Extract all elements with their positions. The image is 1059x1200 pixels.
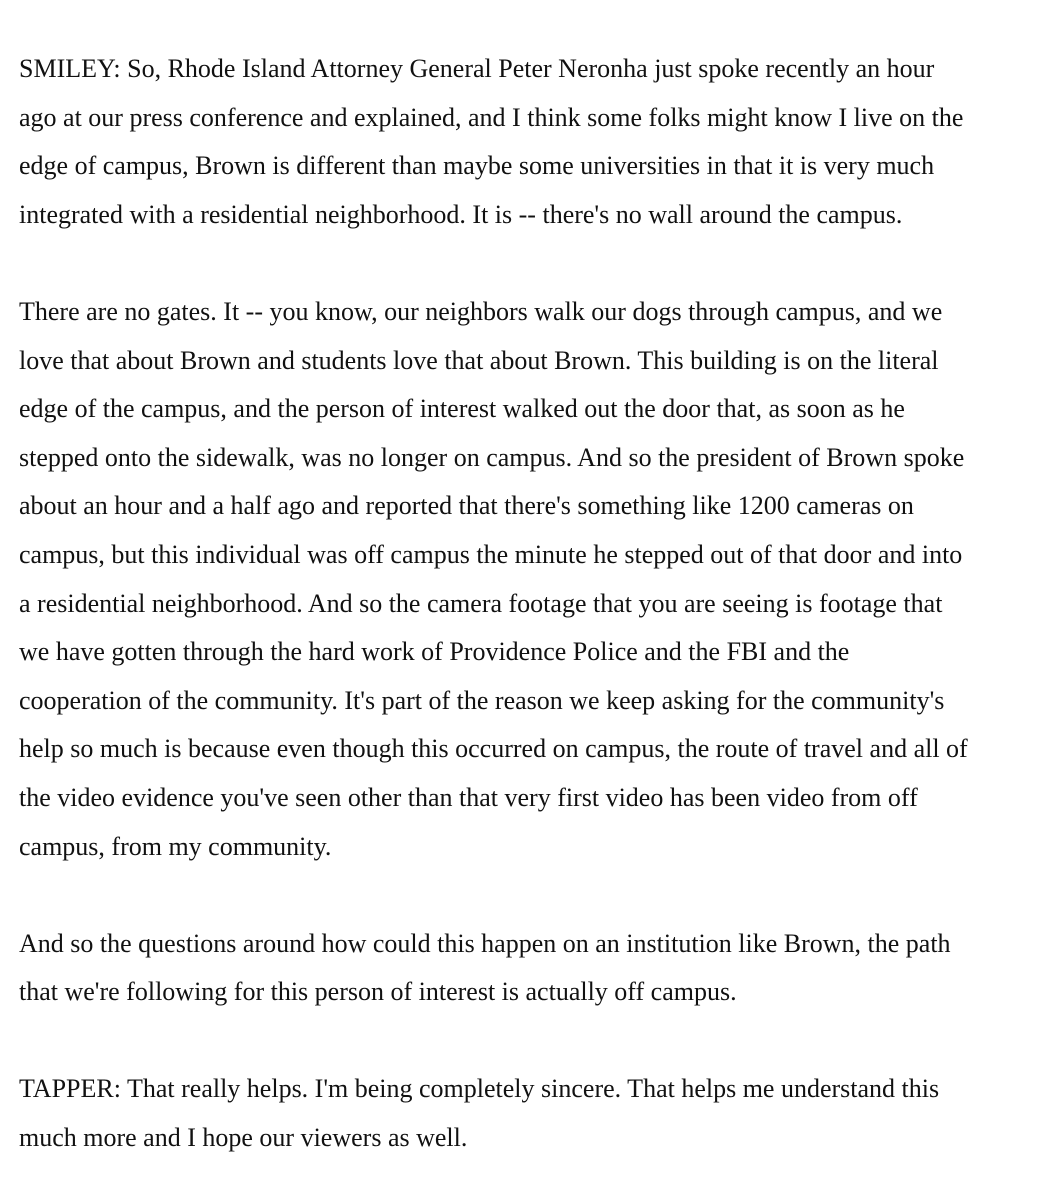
- text-line: TAPPER: That really helps. I'm being completely sincere. That helps me understand this: [19, 1074, 940, 1104]
- text-line: edge of campus, Brown is different than maybe some universities in that it is very much: [19, 151, 935, 181]
- paragraph-gap: [19, 239, 1047, 288]
- text-line: edge of the campus, and the person of interest walked out the door that, as soon as he: [19, 394, 905, 424]
- transcript-body: [19, 45, 1047, 1163]
- text-line: campus, but this individual was off campus the minute he stepped out of that door and into: [19, 539, 963, 569]
- text-line: about an hour and a half ago and reported that there's something like 1200 cameras on: [19, 491, 914, 521]
- text-line: integrated with a residential neighborhood. It is -- there's no wall around the campus.: [19, 199, 903, 229]
- paragraph-tapper-response: [19, 1065, 1047, 1162]
- text-line: a residential neighborhood. And so the camera footage that you are seeing is footage that: [19, 588, 943, 618]
- text-line: love that about Brown and students love that about Brown. This building is on the literal: [19, 345, 939, 375]
- text-line: cooperation of the community. It's part of the reason we keep asking for the community's: [19, 685, 945, 715]
- text-line: help so much is because even though this occurred on campus, the route of travel and all of: [19, 734, 968, 764]
- text-line: And so the questions around how could this happen on an institution like Brown, the path: [19, 928, 951, 958]
- text-line: we have gotten through the hard work of Providence Police and the FBI and the: [19, 637, 850, 667]
- text-line: There are no gates. It -- you know, our neighbors walk our dogs through campus, and we: [19, 296, 943, 326]
- text-line: campus, from my community.: [19, 831, 332, 861]
- text-line: that we're following for this person of interest is actually off campus.: [19, 977, 737, 1007]
- paragraph-smiley-campus: [19, 288, 1047, 871]
- text-line: stepped onto the sidewalk, was no longer on campus. And so the president of Brown spoke: [19, 442, 965, 472]
- paragraph-gap: [19, 1017, 1047, 1066]
- paragraph-smiley-questions: [19, 920, 1047, 1017]
- paragraph-smiley-intro: [19, 45, 1047, 239]
- paragraph-gap: [19, 871, 1047, 920]
- text-line: much more and I hope our viewers as well.: [19, 1123, 468, 1153]
- text-line: SMILEY: So, Rhode Island Attorney General Peter Neronha just spoke recently an hour: [19, 54, 935, 83]
- text-line: ago at our press conference and explained, and I think some folks might know I live on the: [19, 102, 964, 132]
- text-line: the video evidence you've seen other than that very first video has been video from off: [19, 782, 918, 812]
